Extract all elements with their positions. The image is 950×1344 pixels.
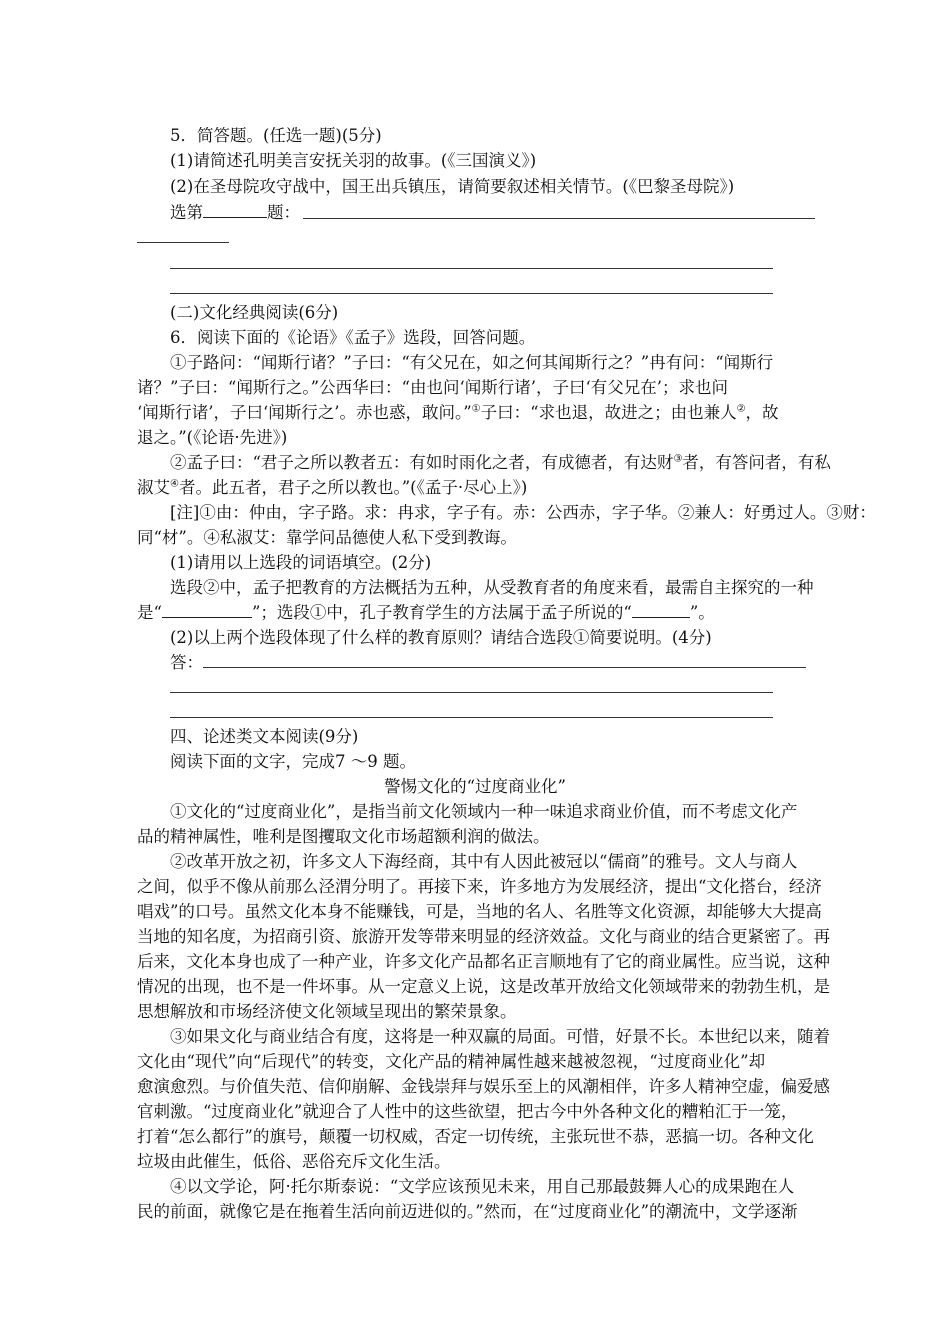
footnote-mark: ② — [736, 403, 746, 415]
answer-label: 答： — [170, 653, 203, 672]
fill-text: 是“ — [137, 603, 162, 622]
passage-line — [137, 476, 527, 500]
passage-line: ①子路问：“闻斯行诸？”子曰：“有父兄在，如之何其闻斯行之？”冉有问：“闻斯行 — [170, 353, 774, 372]
sub-question-2: (2)以上两个选段体现了什么样的教育原则？请结合选段①简要说明。(4分) — [170, 628, 712, 647]
footnote-mark: ④ — [170, 478, 179, 490]
fill-blank-line — [137, 601, 715, 625]
answer-line[interactable] — [170, 692, 773, 693]
article-line: 当地的知名度，为招商引资、旅游开发等带来明显的经济效益。文化与商业的结合更紧密了。再 — [137, 927, 830, 946]
article-line: 愈演愈烈。与价值失范、信仰崩解、金钱崇拜与娱乐至上的风潮相伴，许多人精神空虚，偏爱感 — [137, 1077, 830, 1096]
answer-line[interactable] — [203, 667, 806, 668]
article-line: 后来，文化本身也成了一种产业，许多文化产品都名正言顺地有了它的商业属性。应当说，这种 — [137, 952, 830, 971]
article-line: 垃圾由此催生，低俗、恶俗充斥文化生活。 — [137, 1152, 451, 1171]
article-line: 唱戏”的口号。虽然文化本身不能赚钱，可是，当地的名人、名胜等文化资源，却能够大大提高 — [137, 902, 822, 921]
fill-blank-2[interactable] — [632, 601, 690, 618]
passage-line: 退之。”(《论语·先进》) — [137, 428, 288, 447]
fill-text: ”；选段①中，孔子教育学生的方法属于孟子所说的“ — [251, 603, 632, 622]
answer-line[interactable] — [170, 717, 773, 718]
article-line: ②改革开放之初，许多文人下海经商，其中有人因此被冠以“儒商”的雅号。文人与商人 — [170, 852, 798, 871]
passage-text: 子曰：“求也退，故进之；由也兼人 — [480, 403, 737, 422]
article-line: 之间，似乎不像从前那么泾渭分明了。再接下来，许多地方为发展经济，提出“文化搭台，经济 — [137, 877, 822, 896]
q5-title: 5．简答题。(任选一题)(5分) — [170, 126, 382, 145]
notes-line: [注]①由：仲由，字子路。求：冉求，字子有。赤：公西赤，字子华。②兼人：好勇过人。③财： — [170, 503, 876, 522]
passage-text: 者，有答问者，有私 — [682, 453, 831, 472]
passage-line — [137, 401, 779, 425]
answer-line[interactable] — [170, 268, 773, 269]
choose-suffix: 题： — [267, 203, 300, 222]
passage-line: 诸？”子曰：“闻斯行之。”公西华曰：“由也问‘闻斯行诸’，子曰‘有父兄在’；求也问 — [137, 378, 728, 397]
q6-title: 6．阅读下面的《论语》《孟子》选段，回答问题。 — [170, 328, 536, 347]
passage-line — [170, 451, 831, 475]
passage-text: ‘闻斯行诸’，子曰‘闻斯行之’。赤也惑，敢问。” — [137, 403, 472, 422]
choose-prefix: 选第 — [170, 203, 203, 222]
passage-text: ，故 — [745, 403, 779, 422]
article-line: 官刺激。“过度商业化”就迎合了人性中的这些欲望，把古今中外各种文化的糟粕汇于一笼， — [137, 1102, 798, 1121]
footnote-mark: ① — [471, 403, 481, 415]
fill-blank-1[interactable] — [162, 601, 252, 618]
article-line: ①文化的“过度商业化”，是指当前文化领域内一种一味追求商业价值，而不考虑文化产 — [170, 802, 798, 821]
q5-option-1: (1)请简述孔明美言安抚关羽的故事。(《三国演义》) — [170, 151, 537, 170]
article-line: 情况的出现，也不是一件坏事。从一定意义上说，这是改革开放给文化领域带来的勃勃生机，是 — [137, 977, 830, 996]
article-line: ④以文学论，阿·托尔斯泰说：“文学应该预见未来，用自己那最鼓舞人心的成果跑在人 — [170, 1177, 795, 1196]
sub-question-1: (1)请用以上选段的词语填空。(2分) — [170, 553, 432, 572]
passage-text: 淑艾 — [137, 478, 170, 497]
section-heading: (二)文化经典阅读(6分) — [170, 303, 339, 322]
article-line: ③如果文化与商业结合有度，这将是一种双赢的局面。可惜，好景不长。本世纪以来，随着 — [170, 1027, 830, 1046]
fill-text: ”。 — [689, 603, 715, 622]
question-number-blank[interactable] — [203, 201, 267, 218]
answer-line[interactable] — [170, 293, 773, 294]
passage-text: 者。此五者，君子之所以教也。”(《孟子·尽心上》) — [178, 478, 528, 497]
article-line: 文化由“现代”向“后现代”的转变，文化产品的精神属性越来越被忽视，“过度商业化”却 — [137, 1052, 766, 1071]
instruction: 阅读下面的文字，完成7 ～9 题。 — [170, 752, 416, 771]
article-line: 思想解放和市场经济使文化领域呈现出的繁荣景象。 — [137, 1002, 517, 1021]
article-line: 品的精神属性，唯利是图攫取文化市场超额利润的做法。 — [137, 827, 550, 846]
q5-option-2: (2)在圣母院攻守战中，国王出兵镇压，请简要叙述相关情节。(《巴黎圣母院》) — [170, 177, 735, 196]
answer-line[interactable] — [303, 218, 815, 219]
article-title: 警惕文化的“过度商业化” — [384, 777, 566, 796]
footnote-mark: ③ — [673, 453, 683, 465]
sub-question-text: 选段②中，孟子把教育的方法概括为五种，从受教育者的角度来看，最需自主探究的一种 — [170, 578, 814, 597]
passage-text: ②孟子曰：“君子之所以教者五：有如时雨化之者，有成德者，有达财 — [170, 453, 674, 472]
notes-line: 同“材”。④私淑艾：靠学问品德使人私下受到教诲。 — [137, 528, 517, 547]
article-line: 民的前面，就像它是在拖着生活向前迈进似的。”然而，在“过度商业化”的潮流中，文学逐渐 — [137, 1202, 798, 1221]
article-line: 打着“怎么都行”的旗号，颠覆一切权威，否定一切传统，主张玩世不恭，恶搞一切。各种文化 — [137, 1127, 814, 1146]
q5-choose-line — [170, 201, 300, 225]
answer-line[interactable] — [137, 242, 229, 243]
section-heading: 四、论述类文本阅读(9分) — [170, 727, 359, 746]
